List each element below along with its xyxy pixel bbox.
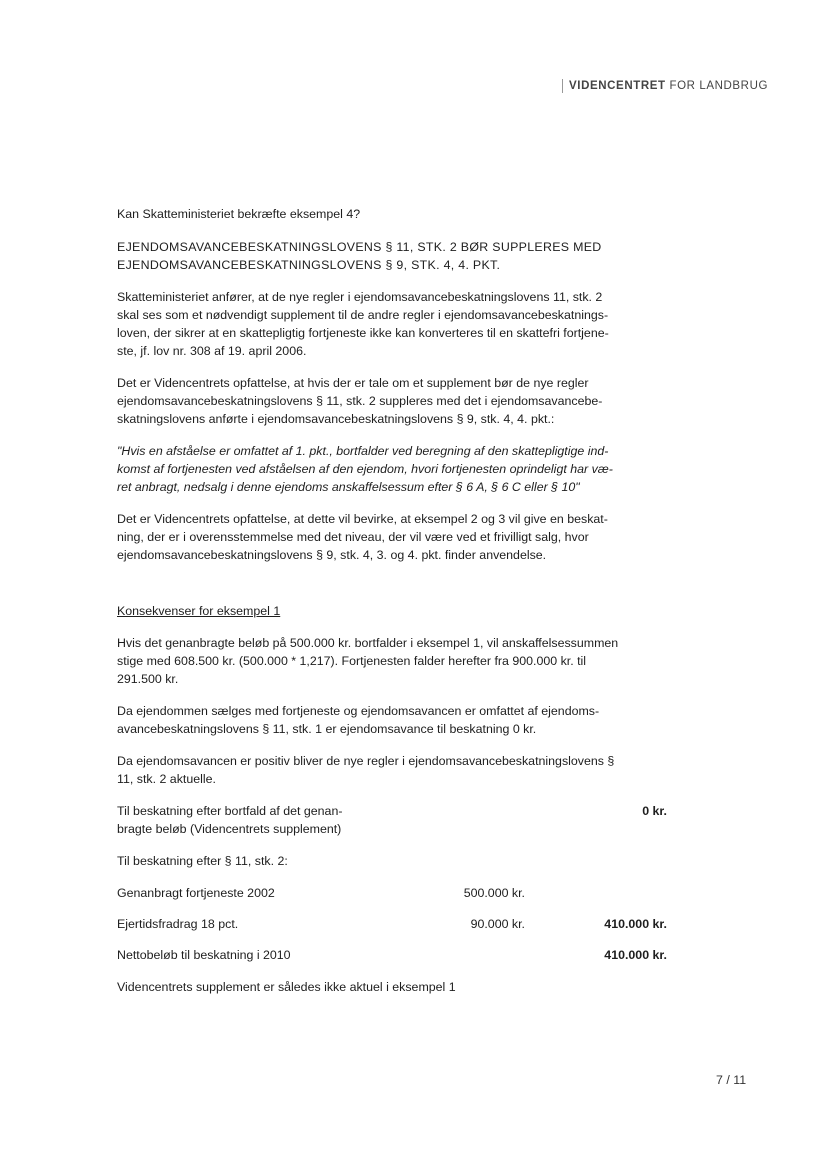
calc-total-value: 0 kr.	[642, 804, 667, 818]
paragraph-line: loven, der sikrer at en skattepligtig fortjeneste ikke kan konverteres til en skattefri fortjene-	[117, 326, 609, 340]
calc-row-ownership-deduction	[117, 915, 667, 933]
paragraph-line: ejendomsavancebeskatningslovens § 9, stk. 4, 3. og 4. pkt. finder anvendelse.	[117, 548, 547, 562]
calc-label-line: bragte beløb (Videncentrets supplement)	[117, 822, 342, 836]
document-body	[117, 205, 667, 996]
heading-line: EJENDOMSAVANCEBESKATNINGSLOVENS § 11, STK. 2 BØR SUPPLERES MED	[117, 240, 602, 254]
calc-label-line: Til beskatning efter bortfald af det genan-	[117, 804, 343, 818]
paragraph-2	[117, 374, 667, 428]
paragraph-line: Det er Videncentrets opfattelse, at hvis der er tale om et supplement bør de nye regler	[117, 376, 589, 390]
calc-label	[117, 802, 377, 838]
quote-line: "Hvis en afståelse er omfattet af 1. pkt., bortfalder ved beregning af den skattepligtige ind-	[117, 444, 609, 458]
calc-amount: 90.000 kr.	[470, 917, 525, 931]
section-heading	[117, 238, 667, 274]
legal-quote	[117, 442, 667, 496]
question-line: Kan Skatteministeriet bekræfte eksempel 4?	[117, 207, 361, 221]
paragraph-6	[117, 752, 667, 788]
paragraph-line: ste, jf. lov nr. 308 af 19. april 2006.	[117, 344, 307, 358]
calc-row-net-amount	[117, 946, 667, 964]
organization-logo	[562, 79, 768, 93]
paragraph-line: stige med 608.500 kr. (500.000 * 1,217). Fortjenesten falder herefter fra 900.000 kr. til	[117, 654, 587, 668]
paragraph-4	[117, 634, 667, 688]
calc-label: Nettobeløb til beskatning i 2010	[117, 948, 291, 962]
paragraph-line: avancebeskatningslovens § 11, stk. 1 er ejendomsavance til beskatning 0 kr.	[117, 722, 537, 736]
subsection-title: Konsekvenser for eksempel 1	[117, 604, 281, 618]
paragraph-line: Da ejendomsavancen er positiv bliver de nye regler i ejendomsavancebeskatningslovens §	[117, 754, 615, 768]
logo-bold-text: VIDENCENTRET	[569, 80, 666, 92]
paragraph-line: skatningslovens anførte i ejendomsavancebeskatningslovens § 9, stk. 4, 4. pkt.:	[117, 412, 555, 426]
heading-line: EJENDOMSAVANCEBESKATNINGSLOVENS § 9, STK. 4, 4. PKT.	[117, 258, 501, 272]
paragraph-line: Da ejendommen sælges med fortjeneste og ejendomsavancen er omfattet af ejendoms-	[117, 704, 600, 718]
paragraph-line: Det er Videncentrets opfattelse, at dette vil bevirke, at eksempel 2 og 3 vil give en beskat-	[117, 512, 608, 526]
paragraph-5	[117, 702, 667, 738]
conclusion-line: Videncentrets supplement er således ikke aktuel i eksempel 1	[117, 980, 456, 994]
paragraph-1	[117, 288, 667, 360]
paragraph-line: 291.500 kr.	[117, 672, 179, 686]
paragraph-line: Skatteministeriet anfører, at de nye regler i ejendomsavancebeskatningslovens 11, stk. 2	[117, 290, 603, 304]
quote-line: ret anbragt, nedsalg i denne ejendoms anskaffelsessum efter § 6 A, § 6 C eller § 10"	[117, 480, 580, 494]
paragraph-line: 11, stk. 2 aktuelle.	[117, 772, 216, 786]
paragraph-line: ning, der er i overensstemmelse med det niveau, der vil være ved et frivilligt salg, hvor	[117, 530, 589, 544]
calc-total-value: 410.000 kr.	[604, 948, 667, 962]
paragraph-line: ejendomsavancebeskatningslovens § 11, stk. 2 suppleres med det i ejendomsavancebe-	[117, 394, 603, 408]
calc-label: Genanbragt fortjeneste 2002	[117, 886, 275, 900]
calc-row-supplement	[117, 802, 667, 838]
page-number: 7 / 11	[716, 1073, 747, 1087]
calc-label: Ejertidsfradrag 18 pct.	[117, 917, 239, 931]
tax-calculation	[117, 802, 667, 964]
paragraph-3	[117, 510, 667, 564]
calc-row-heading	[117, 852, 667, 870]
calc-label: Til beskatning efter § 11, stk. 2:	[117, 854, 288, 868]
calc-amount: 500.000 kr.	[463, 886, 525, 900]
paragraph-line: Hvis det genanbragte beløb på 500.000 kr. bortfalder i eksempel 1, vil anskaffelsessummen	[117, 636, 619, 650]
logo-rest-text: FOR LANDBRUG	[665, 80, 769, 92]
calc-total-value: 410.000 kr.	[604, 917, 667, 931]
quote-line: komst af fortjenesten ved afståelsen af den ejendom, hvori fortjenesten oprindeligt har væ-	[117, 462, 613, 476]
paragraph-line: skal ses som et nødvendigt supplement til de andre regler i ejendomsavancebeskatnings-	[117, 308, 609, 322]
calc-row-reinvested-gain	[117, 884, 667, 902]
